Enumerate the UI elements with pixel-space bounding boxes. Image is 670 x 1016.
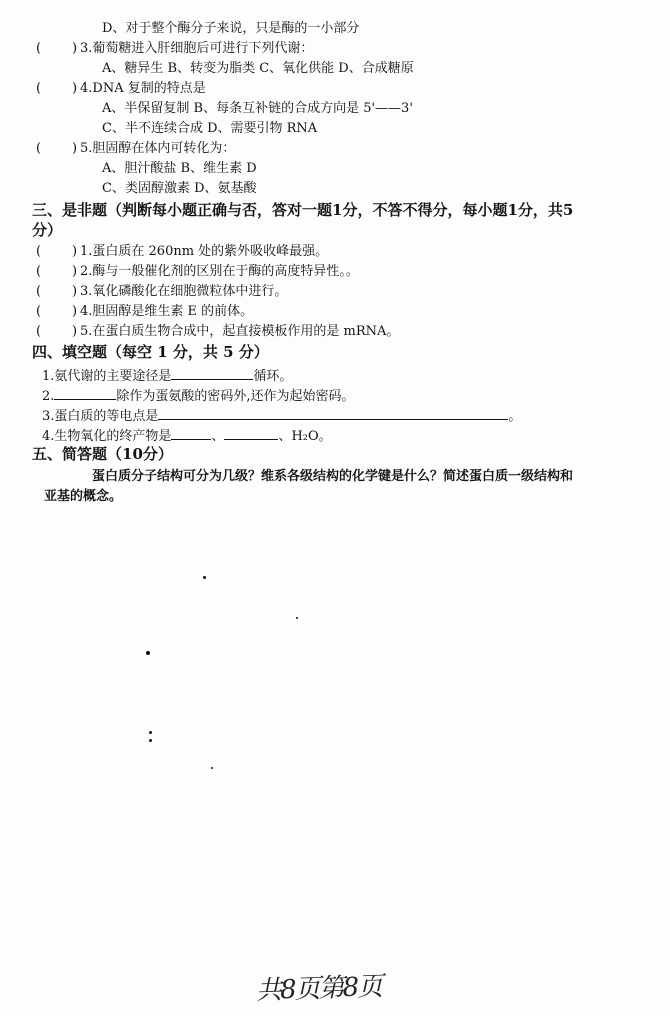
q5-options-1: A、胆汁酸盐 B、维生素 D [102,161,257,176]
s3-item4-paren-open: ( [36,304,42,319]
s3-item5-paren-close: ) [72,324,78,339]
speck [149,739,152,742]
s3-item3-paren-open: ( [36,284,42,299]
q5-paren-open: ( [36,141,42,156]
s3-item1-text: 1.蛋白质在 260nm 处的紫外吸收峰最强。 [80,244,329,259]
s3-item2-paren-open: ( [36,264,42,279]
s4-q4-sep1: 、 [211,429,225,444]
s4-q1-blank [171,366,253,380]
q4-paren-open: ( [36,81,42,96]
s4-q3 [42,406,521,426]
q2-option-d: D、对于整个酶分子来说，只是酶的一小部分 [102,21,360,36]
s5-question-line1: 蛋白质分子结构可分为几级？维系各级结构的化学键是什么？简述蛋白质一级结构和 [92,469,574,484]
s3-item1-paren-close: ) [72,244,78,259]
s4-q4-blank1 [171,426,211,440]
s4-q1-pre: 1.氨代谢的主要途径是 [42,369,172,384]
s5-question-line2: 亚基的概念。 [44,489,123,504]
s3-item5-paren-open: ( [36,324,42,339]
q4-options-2: C、半不连续合成 D、需要引物 RNA [102,121,318,136]
s3-item2-text: 2.酶与一般催化剂的区别在于酶的高度特异性。。 [80,264,359,279]
section5-title: 五、简答题（10分） [32,445,173,463]
q5-paren-close: ) [72,141,78,156]
q3-paren-open: ( [36,41,42,56]
s4-q3-blank [158,406,508,420]
q3-stem: 3.葡萄糖进入肝细胞后可进行下列代谢： [80,41,314,56]
s3-item5-text: 5.在蛋白质生物合成中，起直接模板作用的是 mRNA。 [80,324,400,339]
q3-options: A、糖异生 B、转变为脂类 C、氧化供能 D、合成糖原 [102,61,414,76]
s4-q2-blank [54,386,116,400]
speck [211,767,213,769]
section3-title-cont: 分） [32,221,63,239]
s4-q3-pre: 3.蛋白质的等电点是 [42,409,159,424]
s4-q3-post: 。 [508,409,522,424]
s3-item3-text: 3.氧化磷酸化在细胞微粒体中进行。 [80,284,288,299]
q4-paren-close: ) [72,81,78,96]
s4-q2-pre: 2. [42,389,55,404]
s3-item4-text: 4.胆固醇是维生素 E 的前体。 [80,304,254,319]
speck [149,731,152,734]
q4-options-1: A、半保留复制 B、每条互补链的合成方向是 5'——3' [102,101,413,116]
q5-options-2: C、类固醇激素 D、氨基酸 [102,181,257,196]
s4-q4-pre: 4.生物氧化的终产物是 [42,429,172,444]
s4-q4-sep2: 、 [278,429,292,444]
handwritten-page-number: 共8页第8页 [255,971,382,1007]
s3-item1-paren-open: ( [36,244,42,259]
section4-title: 四、填空题（每空 1 分，共 5 分） [32,343,269,361]
s4-q4-blank2 [224,426,278,440]
s3-item4-paren-close: ) [72,304,78,319]
speck [203,576,206,579]
speck [146,651,150,655]
s4-q4-post: H₂O。 [291,429,332,444]
q4-stem: 4.DNA 复制的特点是 [80,81,206,96]
s4-q4 [42,426,332,446]
s4-q2-post: 除作为蛋氨酸的密码外,还作为起始密码。 [116,389,355,404]
s4-q1 [42,366,292,386]
speck [296,617,298,619]
s3-item2-paren-close: ) [72,264,78,279]
s4-q2 [42,386,355,406]
s3-item3-paren-close: ) [72,284,78,299]
q3-paren-close: ) [72,41,78,56]
section3-title: 三、是非题（判断每小题正确与否，答对一题1分，不答不得分，每小题1分，共5 [32,201,574,219]
s4-q1-post: 循环。 [253,369,293,384]
q5-stem: 5.胆固醇在体内可转化为： [80,141,236,156]
